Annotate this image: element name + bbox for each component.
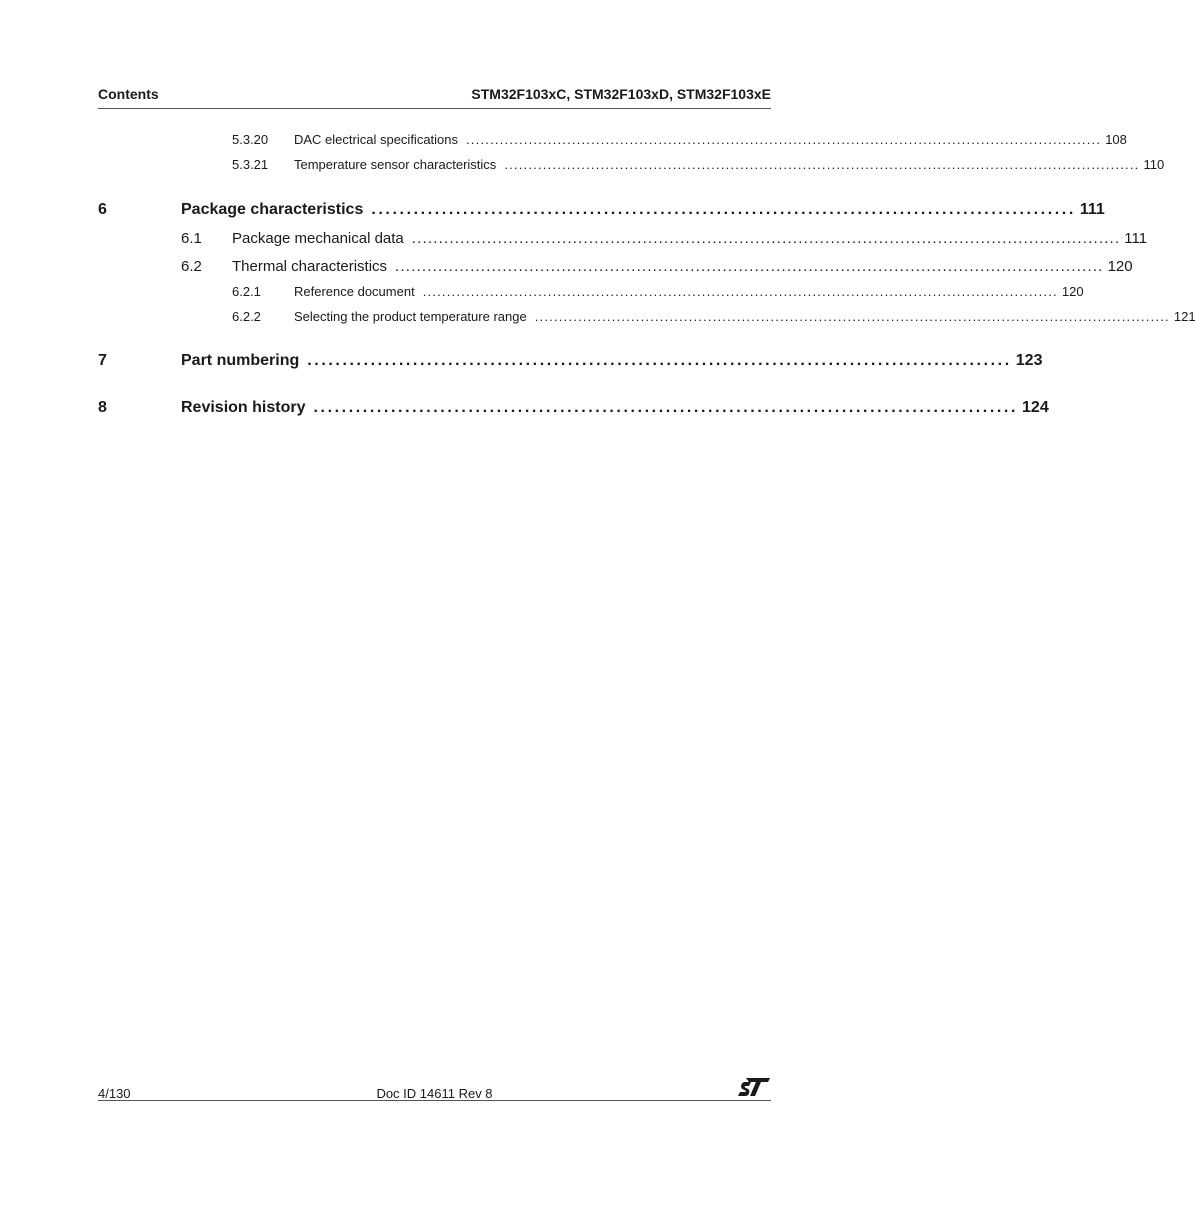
toc-leader-dots: .................................................................................................................................... [466, 132, 1102, 147]
toc-entry-title: Part numbering [181, 352, 300, 369]
toc-chapter-7[interactable] [181, 352, 1043, 374]
page-header [98, 84, 771, 109]
toc-entry-page: 120 [1061, 284, 1084, 299]
toc-leader-dots: .................................................................................................... [371, 201, 1076, 218]
toc-entry-page: 111 [1079, 201, 1105, 218]
toc-leader-dots: .................................................................................................... [307, 352, 1012, 369]
toc-leader-dots: .................................................................................................................................... [411, 230, 1121, 247]
toc-entry-5-3-20[interactable] [232, 132, 1127, 150]
toc-entry-page: 121 [1173, 309, 1196, 324]
toc-chapter-number-6: 6 [98, 201, 107, 218]
toc-chapter-6[interactable] [181, 201, 1105, 223]
toc-leader-dots: .................................................................................................... [313, 399, 1019, 416]
toc-entry-title: Selecting the product temperature range [294, 309, 527, 324]
toc-chapter-number-8: 8 [98, 399, 107, 416]
toc-entry-5-3-21[interactable] [232, 157, 1165, 175]
toc-entry-title: Package characteristics [181, 201, 364, 218]
toc-entry-page: 124 [1022, 399, 1049, 416]
toc-entry-page: 110 [1143, 157, 1165, 172]
toc-entry-page: 123 [1015, 352, 1043, 369]
toc-entry-number: 5.3.20 [232, 132, 269, 147]
page-footer [98, 1078, 771, 1101]
toc-entry-page: 120 [1107, 258, 1133, 275]
toc-entry-title: Package mechanical data [232, 230, 404, 247]
toc-leader-dots: .................................................................................................................................... [534, 309, 1170, 324]
toc-entry-6-1[interactable] [181, 230, 1148, 250]
toc-entry-number: 6.2 [181, 258, 202, 275]
toc-chapter-8[interactable] [181, 399, 1049, 421]
toc-leader-dots: .................................................................................................................................... [422, 284, 1058, 299]
header-section-title: Contents [98, 86, 159, 102]
toc-entry-6-2-1[interactable] [232, 284, 1084, 302]
toc-chapter-number-7: 7 [98, 352, 107, 369]
toc-entry-number: 6.2.2 [232, 309, 261, 324]
footer-doc-id: Doc ID 14611 Rev 8 [376, 1086, 493, 1101]
toc-entry-title: Thermal characteristics [232, 258, 388, 275]
toc-leader-dots: .................................................................................................................................... [504, 157, 1140, 172]
toc-entry-title: Reference document [294, 284, 415, 299]
toc-entry-title: Temperature sensor characteristics [294, 157, 497, 172]
toc-entry-number: 6.1 [181, 230, 202, 247]
header-product-list: STM32F103xC, STM32F103xD, STM32F103xE [471, 86, 771, 102]
toc-entry-page: 111 [1124, 230, 1148, 247]
toc-leader-dots: .................................................................................................................................... [395, 258, 1104, 275]
st-logo-icon [737, 1076, 771, 1098]
toc-entry-6-2-2[interactable] [232, 309, 1196, 327]
toc-entry-number: 5.3.21 [232, 157, 269, 172]
toc-entry-title: Revision history [181, 399, 306, 416]
toc-entry-title: DAC electrical specifications [294, 132, 459, 147]
footer-page-number: 4/130 [98, 1086, 131, 1101]
toc-entry-6-2[interactable] [181, 258, 1133, 278]
toc-entry-number: 6.2.1 [232, 284, 261, 299]
toc-entry-page: 108 [1105, 132, 1127, 147]
